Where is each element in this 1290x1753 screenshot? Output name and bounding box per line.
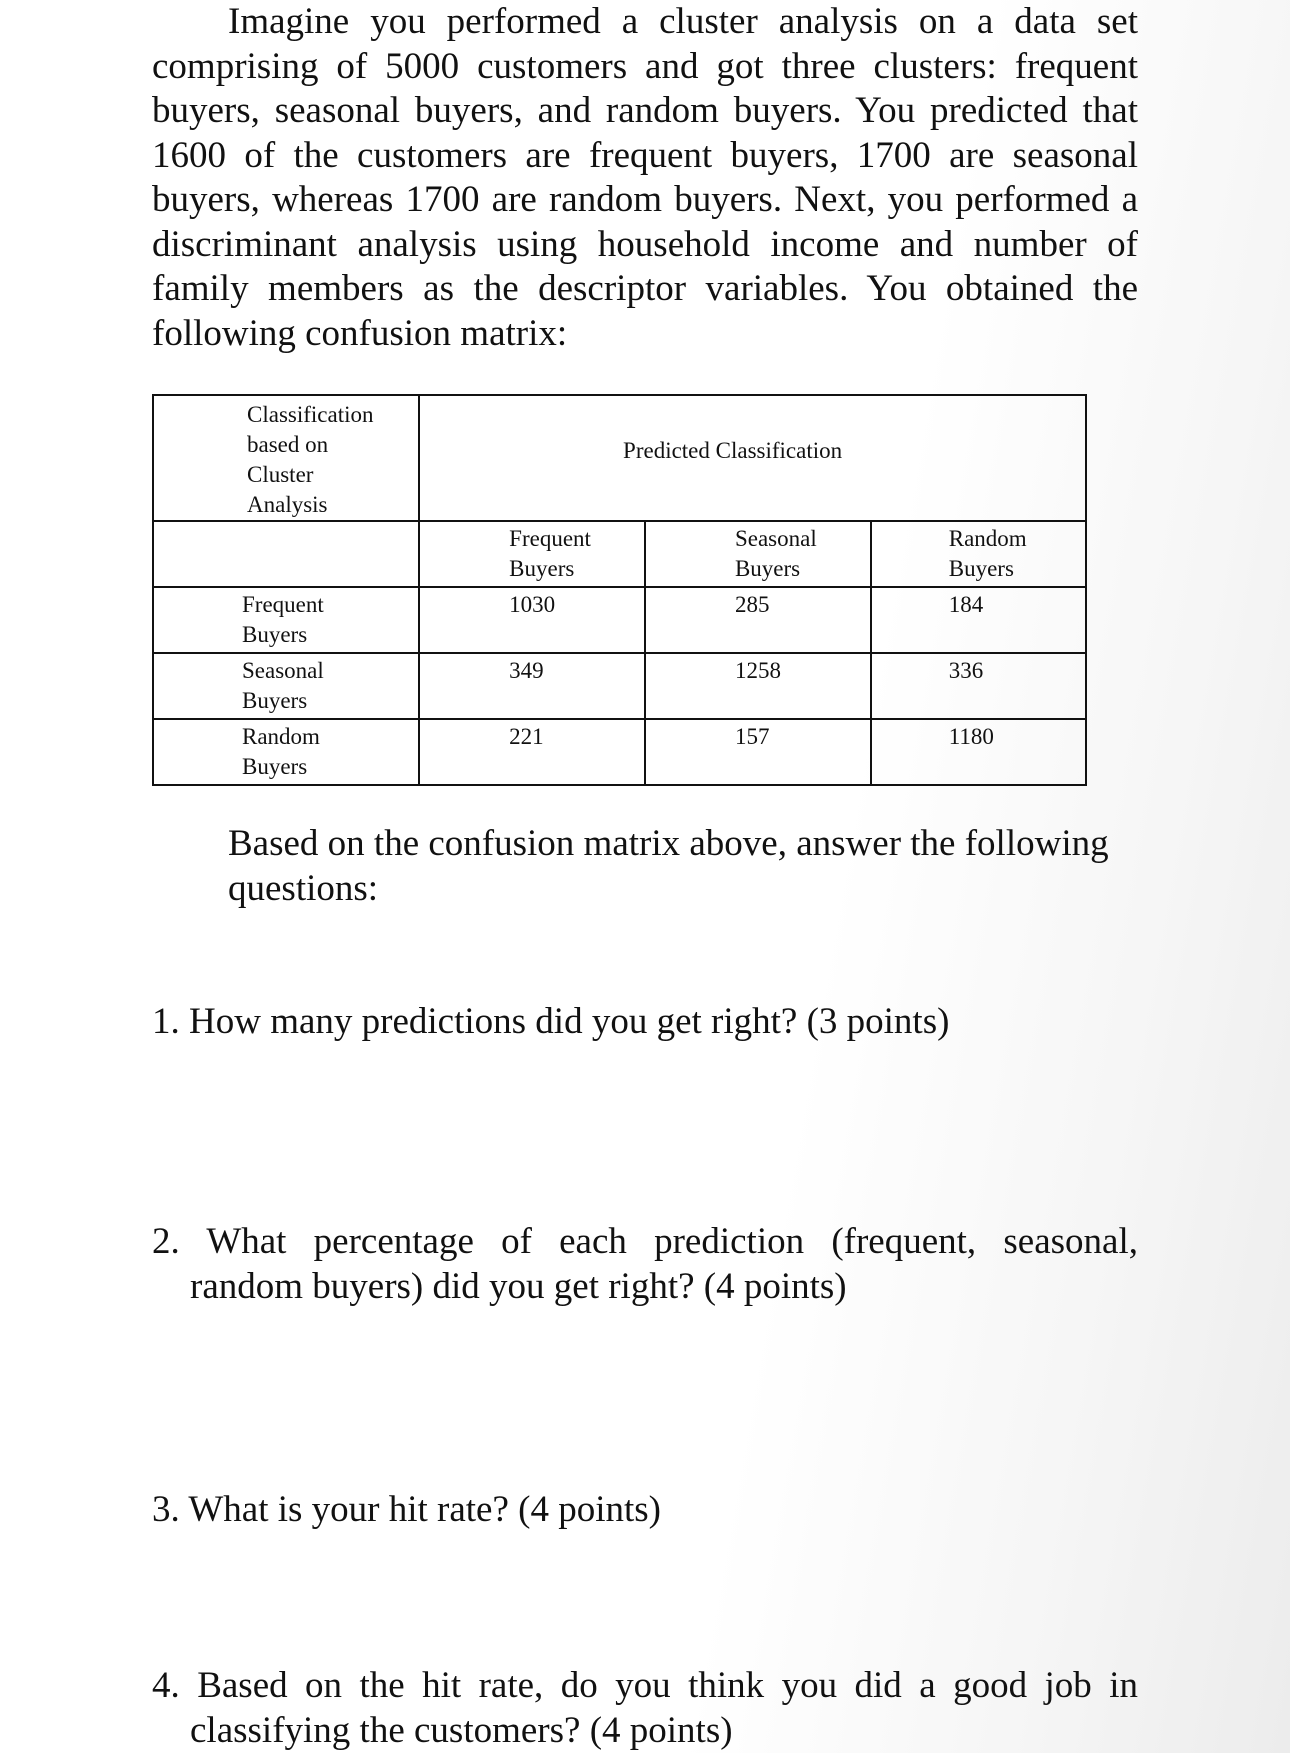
column-header-label: Seasonal Buyers [734,526,817,581]
question-text-line1: What percentage of each prediction (frequent, seasonal, [206,1221,1138,1262]
table-cell: 157 [645,719,871,785]
table-cell: 349 [419,653,645,719]
predicted-header-cell [419,395,1086,521]
question-text: What is your hit rate? (4 points) [188,1489,661,1530]
question-number: 3. [152,1489,180,1530]
column-header [871,521,1086,587]
question-number: 1. [152,1001,180,1042]
table-row [153,653,1086,719]
table-cell: 1258 [645,653,871,719]
table-cell: 336 [871,653,1086,719]
row-label-cell [153,653,419,719]
row-label-cell [153,719,419,785]
table-cell: 221 [419,719,645,785]
question-1 [152,1000,1138,1045]
predicted-header-label: Predicted Classification [623,438,843,463]
column-header-row [153,521,1086,587]
confusion-matrix-table [152,394,1087,786]
question-3 [152,1488,1138,1533]
row-label-cell [153,587,419,653]
row-header-cell [153,395,419,521]
question-line-1 [152,1664,1138,1709]
question-2 [152,1220,1138,1309]
table-cell: 1180 [871,719,1086,785]
table-row [153,587,1086,653]
question-4 [152,1664,1138,1753]
column-header [419,521,645,587]
column-header [645,521,871,587]
question-text-line2: random buyers) did you get right? (4 points) [190,1265,847,1307]
question-text-line1: Based on the hit rate, do you think you did a good job in [197,1665,1139,1706]
row-label: Frequent Buyers [242,592,324,647]
question-line-1 [152,1220,1138,1265]
question-text: How many predictions did you get right? (3 points) [189,1001,950,1042]
table-cell: 184 [871,587,1086,653]
column-header-label: Random Buyers [948,526,1027,581]
questions-prompt: Based on the confusion matrix above, answer the following questions: [228,823,1109,909]
intro-paragraph: Imagine you performed a cluster analysis on a data set comprising of 5000 customers and got three clusters: frequent buyers, seasonal buyers, and random buyers. You predicted that 1600 of the customers are frequent buyers, 1700 are seasonal buyers, whereas 1700 are random buyers. Next, you performed a discriminant analysis using household income and number of family members as the descriptor variables. You obtained the following confusion matrix: [152,1,1138,354]
question-text-line2: classifying the customers? (4 points) [190,1709,733,1751]
row-label: Random Buyers [242,724,320,779]
empty-corner-cell [153,521,419,587]
question-number: 4. [152,1665,180,1706]
row-label: Seasonal Buyers [242,658,324,713]
column-header-label: Frequent Buyers [509,526,591,581]
table-cell: 1030 [419,587,645,653]
table-cell: 285 [645,587,871,653]
row-header-label: Classification based on Cluster Analysis [247,402,374,517]
table-header-row [153,395,1086,521]
table-row [153,719,1086,785]
question-number: 2. [152,1221,180,1262]
